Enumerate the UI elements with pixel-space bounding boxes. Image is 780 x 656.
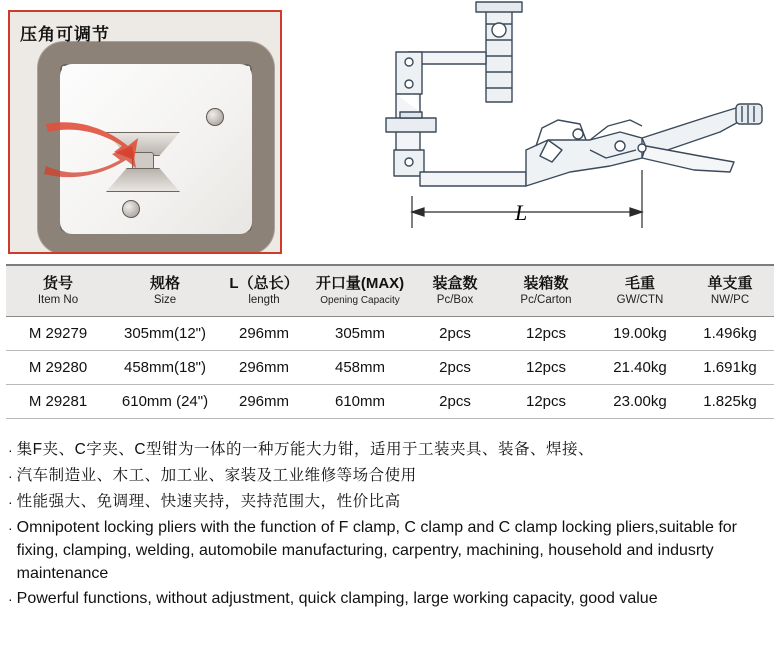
bullet-icon: · bbox=[8, 442, 13, 458]
note-item bbox=[8, 438, 774, 462]
cell-net-weight: 1.691kg bbox=[686, 351, 774, 385]
cell-length: 296mm bbox=[220, 317, 308, 351]
product-photo-inset bbox=[8, 10, 282, 254]
cell-pc-box: 2pcs bbox=[412, 317, 498, 351]
table-row bbox=[6, 351, 774, 385]
note-text: 集F夹、C字夹、C型钳为一体的一种万能大力钳，适用于工装夹具、装备、焊接、 bbox=[16, 441, 595, 458]
note-text: 性能强大、免调理、快速夹持，夹持范围大，性价比高 bbox=[16, 493, 401, 510]
note-text: Omnipotent locking pliers with the function of F clamp, C clamp and C clamp locking pliers,suitable for fixing, clamping, welding, automobile manufacturing, carpentry, machining, household and indusrty maintenance bbox=[16, 519, 737, 582]
note-text: 汽车制造业、木工、加工业、家装及工业维修等场合使用 bbox=[16, 467, 417, 484]
cell-opening-capacity: 458mm bbox=[308, 351, 412, 385]
bullet-icon: · bbox=[8, 520, 13, 536]
cell-item-no: M 29279 bbox=[6, 317, 110, 351]
col-header-length: L（总长） length bbox=[229, 275, 299, 306]
note-item bbox=[8, 516, 774, 585]
cell-pc-box: 2pcs bbox=[412, 385, 498, 419]
cell-size: 610mm (24") bbox=[110, 385, 220, 419]
col-header-pc-box: 装盒数 Pc/Box bbox=[432, 275, 478, 306]
illustration-area bbox=[0, 0, 780, 262]
photo-caption: 压角可调节 bbox=[20, 25, 110, 44]
note-item bbox=[8, 587, 774, 611]
cell-gross-weight: 23.00kg bbox=[594, 385, 686, 419]
cell-size: 305mm(12") bbox=[110, 317, 220, 351]
dimension-label-L: L bbox=[515, 200, 528, 225]
table-header-row bbox=[6, 266, 774, 317]
col-header-net-weight: 单支重 NW/PC bbox=[707, 275, 753, 306]
cell-net-weight: 1.496kg bbox=[686, 317, 774, 351]
spec-table bbox=[6, 266, 774, 419]
cell-pc-carton: 12pcs bbox=[498, 351, 594, 385]
description-notes bbox=[8, 438, 774, 613]
table-row bbox=[6, 317, 774, 351]
red-arrow-icon bbox=[42, 108, 162, 208]
cell-gross-weight: 21.40kg bbox=[594, 351, 686, 385]
cell-opening-capacity: 610mm bbox=[308, 385, 412, 419]
bullet-icon: · bbox=[8, 494, 13, 510]
cell-length: 296mm bbox=[220, 385, 308, 419]
cell-net-weight: 1.825kg bbox=[686, 385, 774, 419]
cell-item-no: M 29280 bbox=[6, 351, 110, 385]
bolt-icon bbox=[206, 108, 224, 126]
cell-item-no: M 29281 bbox=[6, 385, 110, 419]
bullet-icon: · bbox=[8, 468, 13, 484]
col-header-opening-capacity: 开口量(MAX) Opening Capacity bbox=[315, 275, 405, 306]
cell-pc-carton: 12pcs bbox=[498, 317, 594, 351]
col-header-size: 规格 Size bbox=[149, 275, 180, 306]
note-item bbox=[8, 464, 774, 488]
technical-drawing bbox=[290, 0, 770, 252]
note-item bbox=[8, 490, 774, 514]
cell-size: 458mm(18") bbox=[110, 351, 220, 385]
note-text: Powerful functions, without adjustment, quick clamping, large working capacity, good value bbox=[16, 590, 658, 607]
cell-pc-carton: 12pcs bbox=[498, 385, 594, 419]
col-header-pc-carton: 装箱数 Pc/Carton bbox=[520, 275, 572, 306]
table-row bbox=[6, 385, 774, 419]
bullet-icon: · bbox=[8, 591, 13, 607]
cell-pc-box: 2pcs bbox=[412, 351, 498, 385]
cell-length: 296mm bbox=[220, 351, 308, 385]
col-header-gross-weight: 毛重 GW/CTN bbox=[616, 275, 664, 306]
cell-gross-weight: 19.00kg bbox=[594, 317, 686, 351]
col-header-item-no: 货号 Item No bbox=[37, 275, 79, 306]
cell-opening-capacity: 305mm bbox=[308, 317, 412, 351]
